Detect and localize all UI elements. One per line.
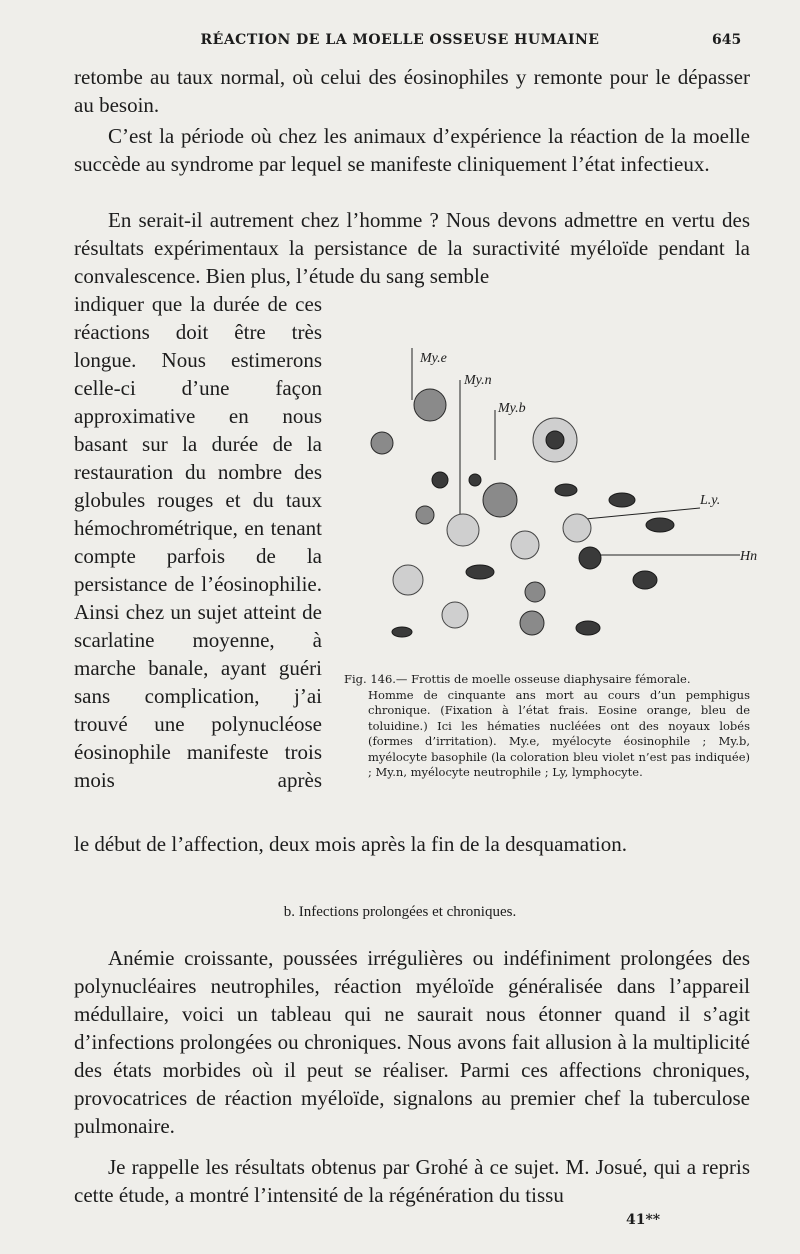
subsection-heading: b. Infections prolongées et chroniques.	[283, 904, 517, 920]
paragraph-4: Anémie croissante, poussées irrégulières ou indéfiniment prolongées des polynucléaires neutrophiles, réaction myéloïde généralisée dans l’appareil médullaire, voici un tableau qui ne saurait nous étonner quand il s’agit d’infections prolongées ou chroniques. Nous avons fait allusion à la multiplicité des états morbides où il peut se réaliser. Parmi ces affections chroniques, provocatrices de réaction myéloïde, signalons au premier chef la tuberculose pulmonaire.	[74, 946, 750, 1138]
figure-146	[340, 340, 770, 670]
running-title: RÉACTION DE LA MOELLE OSSEUSE HUMAINE	[200, 32, 600, 48]
caption-title: Fig. 146.— Frottis de moelle osseuse diaphysaire fémorale.	[344, 672, 691, 686]
cell-dark	[525, 582, 545, 602]
cell-myelocyte-neutrophil	[483, 483, 517, 517]
cell-light	[393, 565, 423, 595]
cell-dark	[432, 472, 448, 488]
cell-dark	[416, 506, 434, 524]
cell-nucleated-red	[447, 514, 479, 546]
figure-caption	[344, 672, 750, 781]
paragraph-5: Je rappelle les résultats obtenus par Grohé à ce sujet. M. Josué, qui a repris cette étude, a montré l’intensité de la régénération du tissu	[74, 1155, 750, 1207]
paragraph-3-left-column: indiquer que la durée de ces réactions doit être très longue. Nous estimerons celle-ci d’une façon approximative en nous basant sur la durée de la restauration du nombre des globules rouges et du taux hémochrométrique, en tenant compte parfois de la persistance de l’éosinophilie. Ainsi chez un sujet atteint de scarlatine moyenne, à marche banale, ayant guéri sans complication, j’ai trouvé une polynucléose éosinophile manifeste trois mois après	[74, 292, 322, 792]
cell-light	[511, 531, 539, 559]
label-myn: My.n	[464, 373, 492, 388]
cell-light	[442, 602, 468, 628]
label-ly: L.y.	[700, 493, 721, 508]
label-mye: My.e	[420, 351, 447, 366]
cell-nucleus	[546, 431, 564, 449]
label-myb: My.b	[498, 401, 526, 416]
cell-dark	[469, 474, 481, 486]
cell-dark	[646, 518, 674, 532]
signature-mark: 41**	[626, 1212, 661, 1228]
cell-hn	[579, 547, 601, 569]
cell-dark	[392, 627, 412, 637]
cell-dark	[466, 565, 494, 579]
paragraph-2: C’est la période où chez les animaux d’expérience la réaction de la moelle succède au syndrome par lequel se manifeste cliniquement l’état infectieux.	[74, 124, 750, 176]
leader-line-ly	[575, 508, 700, 520]
cell-erythrocyte	[371, 432, 393, 454]
cell-dark	[555, 484, 577, 496]
paragraph-3-last-line: le début de l’affection, deux mois après la fin de la desquamation.	[74, 832, 628, 856]
cell-dark	[576, 621, 600, 635]
paragraph-1: retombe au taux normal, où celui des éosinophiles y remonte pour le dépasser au besoin.	[74, 65, 750, 117]
label-hn: Hn	[740, 549, 758, 564]
cell-dark	[609, 493, 635, 507]
cell-lymphocyte	[563, 514, 591, 542]
cell-dark	[633, 571, 657, 589]
caption-body: Homme de cinquante ans mort au cours d’un pemphigus chronique. (Fixation à l’état frais. Eosine orange, bleu de toluidine.) Ici les hématies nucléées ont des noyaux lobés (formes d’irritation). My.e, myélocyte éosinophile ; My.b, myélocyte basophile (la coloration bleu violet n’est pas indiquée) ; My.n, myélocyte neutrophile ; Ly, lymphocyte.	[368, 687, 750, 779]
bone-marrow-smear-illustration	[340, 340, 770, 670]
cell-dark	[520, 611, 544, 635]
paragraph-3-top: En serait-il autrement chez l’homme ? Nous devons admettre en vertu des résultats expérimentaux la persistance de la suractivité myéloïde pendant la convalescence. Bien plus, l’étude du sang semble	[74, 208, 750, 288]
cell-myelocyte-eosinophil	[414, 389, 446, 421]
page-number: 645	[712, 32, 742, 48]
